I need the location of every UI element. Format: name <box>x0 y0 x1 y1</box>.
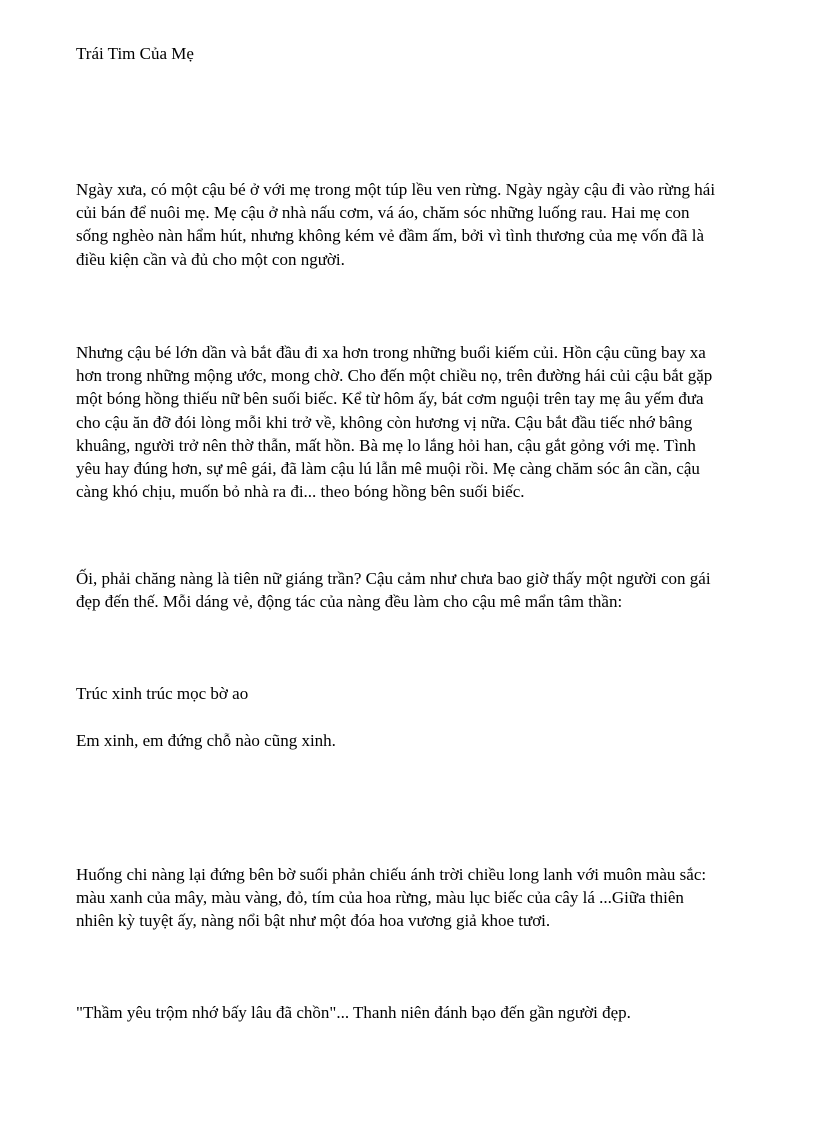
paragraph-line: Ngày xưa, có một cậu bé ở với mẹ trong một túp lều ven rừng. Ngày ngày cậu đi vào rừng hái <box>76 180 716 199</box>
paragraph-line: hơn trong những mộng ước, mong chờ. Cho đến một chiều nọ, trên đường hái củi cậu bắt gặp <box>76 366 713 386</box>
paragraph-line: sống nghèo nàn hẩm hút, nhưng không kém vẻ đầm ấm, bởi vì tình thương của mẹ vốn đã là <box>76 226 704 246</box>
paragraph-4 <box>76 863 776 933</box>
verse-line-2 <box>76 729 776 752</box>
paragraph-5 <box>76 1001 776 1024</box>
paragraph-line: "Thầm yêu trộm nhớ bấy lâu đã chồn"... Thanh niên đánh bạo đến gần người đẹp. <box>76 1003 631 1022</box>
paragraph-line: màu xanh của mây, màu vàng, đỏ, tím của hoa rừng, màu lục biếc của cây lá ...Giữa thiên <box>76 888 684 908</box>
paragraph-line: điều kiện cần và đủ cho một con người. <box>76 249 345 269</box>
paragraph-line: một bóng hồng thiếu nữ bên suối biếc. Kể từ hôm ấy, bát cơm nguội trên tay mẹ âu yếm đưa <box>76 389 704 409</box>
verse-line-1 <box>76 682 776 705</box>
verse-text: Em xinh, em đứng chỗ nào cũng xinh. <box>76 731 336 750</box>
paragraph-line: củi bán để nuôi mẹ. Mẹ cậu ở nhà nấu cơm, vá áo, chăm sóc những luống rau. Hai mẹ con <box>76 203 690 223</box>
title-text: Trái Tim Của Mẹ <box>76 44 194 63</box>
paragraph-3 <box>76 567 776 613</box>
paragraph-line: càng khó chịu, muốn bỏ nhà ra đi... theo bóng hồng bên suối biếc. <box>76 482 525 502</box>
document-title <box>76 42 776 65</box>
paragraph-2 <box>76 341 776 503</box>
paragraph-line: cho cậu ăn đỡ đói lòng mỗi khi trở về, không còn hương vị nữa. Cậu bắt đầu tiếc nhớ bâng <box>76 412 693 432</box>
paragraph-line: đẹp đến thế. Mỗi dáng vẻ, động tác của nàng đều làm cho cậu mê mẩn tâm thần: <box>76 592 623 612</box>
paragraph-line: yêu hay đúng hơn, sự mê gái, đã làm cậu lú lẫn mê muội rồi. Mẹ càng chăm sóc ân cần, cậu <box>76 459 700 479</box>
verse-text: Trúc xinh trúc mọc bờ ao <box>76 684 249 703</box>
paragraph-line: nhiên kỳ tuyệt ấy, nàng nổi bật như một đóa hoa vương giả khoe tươi. <box>76 911 551 931</box>
paragraph-line: Nhưng cậu bé lớn dần và bắt đầu đi xa hơn trong những buổi kiếm củi. Hồn cậu cũng bay xa <box>76 343 706 362</box>
paragraph-line: Ối, phải chăng nàng là tiên nữ giáng trần? Cậu cảm như chưa bao giờ thấy một người con gái <box>76 569 711 588</box>
paragraph-line: Huống chi nàng lại đứng bên bờ suối phản chiếu ánh trời chiều long lanh với muôn màu sắc: <box>76 865 707 884</box>
paragraph-1 <box>76 178 776 271</box>
paragraph-line: khuâng, người trở nên thờ thẫn, mất hồn. Bà mẹ lo lắng hỏi han, cậu gắt gỏng với mẹ. Tình <box>76 435 696 455</box>
